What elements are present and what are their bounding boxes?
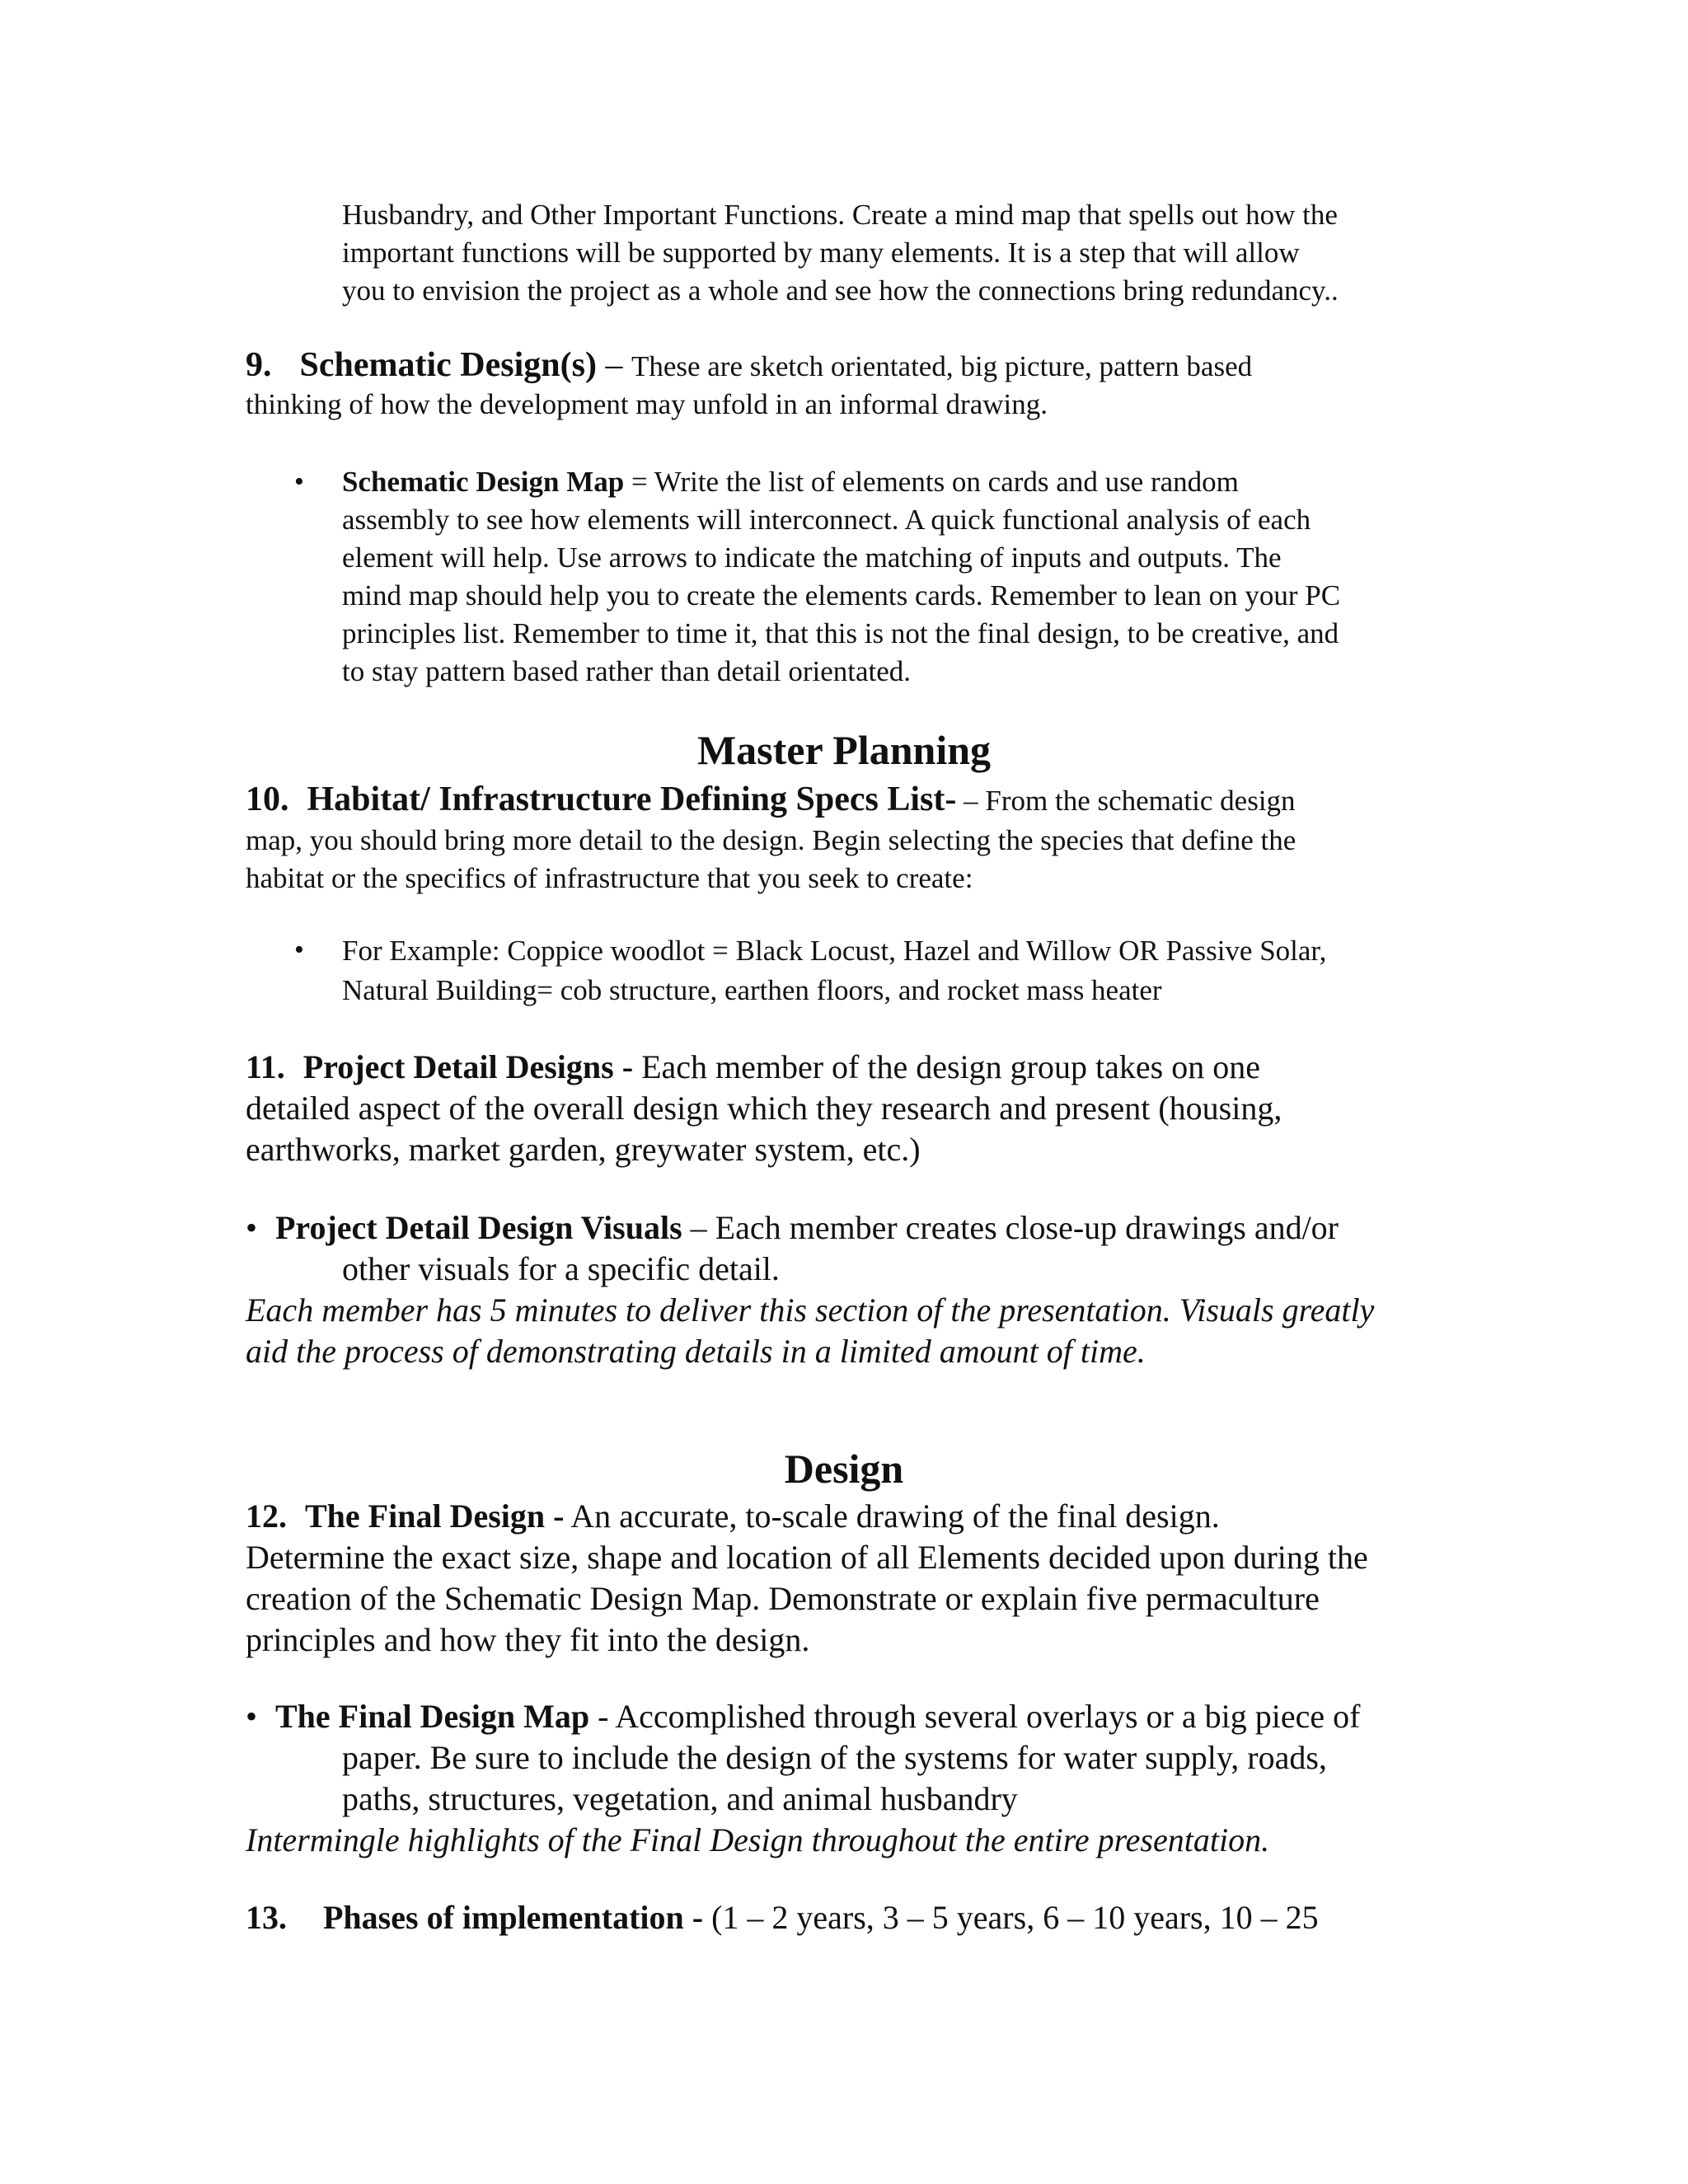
bullet-icon: • [246, 1698, 258, 1735]
section-13-number: 13. [246, 1899, 287, 1936]
bullet-text: other visuals for a specific detail. [342, 1250, 780, 1287]
section-9-text: These are sketch orientated, big picture, pattern based [631, 350, 1253, 382]
bullet-text: to stay pattern based rather than detail orientated. [342, 655, 912, 687]
schematic-design-map-item [342, 463, 1545, 691]
section-12-text: principles and how they fit into the design. [246, 1621, 810, 1658]
section-10 [246, 779, 1531, 898]
section-12-number: 12. [246, 1497, 287, 1535]
section-10-text: map, you should bring more detail to the design. Begin selecting the species that define the [246, 824, 1296, 856]
section-12-note: Intermingle highlights of the Final Design throughout the entire presentation. [246, 1821, 1270, 1858]
intro-line: important functions will be supported by many elements. It is a step that will allow [342, 237, 1300, 269]
section-9-number: 9. [246, 346, 272, 384]
project-detail-visuals-item [275, 1207, 1561, 1290]
bullet-term: Project Detail Design Visuals [275, 1209, 682, 1246]
bullet-text: element will help. Use arrows to indicate the matching of inputs and outputs. The [342, 541, 1282, 574]
section-9-text: thinking of how the development may unfold in an informal drawing. [246, 388, 1048, 420]
bullet-text: paths, structures, vegetation, and animal husbandry [342, 1780, 1018, 1817]
bullet-text: principles list. Remember to time it, that this is not the final design, to be creative, and [342, 617, 1339, 649]
section-11-text: earthworks, market garden, greywater system, etc.) [246, 1131, 921, 1168]
section-12-text: Determine the exact size, shape and location of all Elements decided upon during the [246, 1539, 1368, 1576]
bullet-text: mind map should help you to create the elements cards. Remember to lean on your PC [342, 579, 1341, 612]
bullet-icon: • [294, 466, 304, 497]
section-12 [246, 1496, 1531, 1661]
intro-line: Husbandry, and Other Important Functions. Create a mind map that spells out how the [342, 199, 1338, 231]
section-10-title: Habitat/ Infrastructure Defining Specs List- [307, 780, 957, 818]
section-12-text: An accurate, to-scale drawing of the final design. [564, 1497, 1220, 1535]
note-line: Each member has 5 minutes to deliver this section of the presentation. Visuals greatly [246, 1291, 1375, 1329]
bullet-icon: • [294, 935, 304, 965]
bullet-text: = Write the list of elements on cards and use random [624, 466, 1239, 498]
section-13 [246, 1897, 1531, 1938]
section-13-text: (1 – 2 years, 3 – 5 years, 6 – 10 years, 10 – 25 [703, 1899, 1319, 1936]
bullet-text: – Each member creates close-up drawings and/or [682, 1209, 1339, 1246]
bullet-term: The Final Design Map [275, 1698, 590, 1735]
section-11-title: Project Detail Designs - [302, 1048, 634, 1085]
note-line: aid the process of demonstrating details in a limited amount of time. [246, 1333, 1146, 1370]
section-10-text: – From the schematic design [956, 785, 1296, 817]
bullet-term: Schematic Design Map [342, 466, 625, 498]
section-11-text: detailed aspect of the overall design which they research and present (housing, [246, 1090, 1282, 1127]
section-11-number: 11. [246, 1048, 285, 1085]
section-11 [246, 1047, 1531, 1170]
intro-paragraph [342, 196, 1545, 310]
bullet-text: For Example: Coppice woodlot = Black Locust, Hazel and Willow OR Passive Solar, [342, 935, 1327, 967]
bullet-icon: • [246, 1209, 258, 1246]
section-10-text: habitat or the specifics of infrastructure that you seek to create: [246, 862, 973, 894]
section-13-title: Phases of implementation - [323, 1899, 704, 1936]
intro-line: you to envision the project as a whole and see how the connections bring redundancy.. [342, 274, 1339, 307]
bullet-text: assembly to see how elements will interconnect. A quick functional analysis of each [342, 504, 1311, 536]
section-12-text: creation of the Schematic Design Map. Demonstrate or explain five permaculture [246, 1580, 1320, 1617]
section-12-title: The Final Design - [305, 1497, 565, 1535]
section-11-note [246, 1290, 1531, 1372]
master-planning-heading: Master Planning [696, 727, 992, 773]
section-11-text: Each member of the design group takes on one [633, 1048, 1260, 1085]
bullet-text: Natural Building= cob structure, earthen floors, and rocket mass heater [342, 974, 1162, 1006]
design-heading: Design [784, 1446, 904, 1492]
bullet-text: paper. Be sure to include the design of the systems for water supply, roads, [342, 1739, 1327, 1776]
section-9-title: Schematic Design(s) [299, 346, 597, 384]
bullet-text: - Accomplished through several overlays or a big piece of [589, 1698, 1361, 1735]
section-9 [246, 346, 1531, 424]
section-10-number: 10. [246, 780, 289, 818]
section-9-dash: – [596, 346, 631, 384]
final-design-map-item [275, 1696, 1561, 1820]
example-item [342, 931, 1545, 1010]
